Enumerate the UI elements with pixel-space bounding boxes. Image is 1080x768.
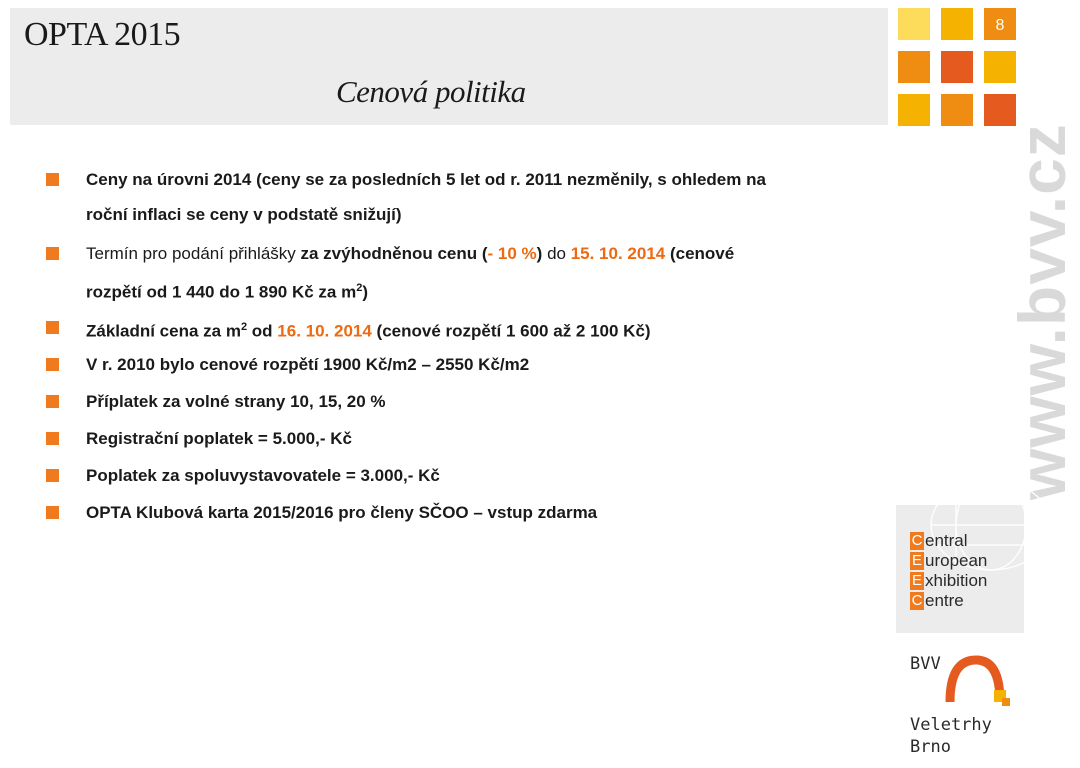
watermark-text: www.bvv.cz — [1005, 123, 1079, 500]
tile — [984, 94, 1016, 126]
text-segment: 2 — [356, 282, 363, 294]
bullet-item — [46, 310, 926, 349]
cec-line — [910, 591, 987, 611]
text-segment: rozpětí od 1 440 do 1 890 Kč za m — [86, 282, 357, 302]
bullet-marker — [46, 432, 59, 445]
cec-word: uropean — [925, 551, 988, 570]
bullet-marker — [46, 173, 59, 186]
cec-initial: C — [911, 532, 923, 549]
text-segment: Poplatek za spoluvystavovatele = 3.000,- Kč — [86, 466, 440, 485]
cec-initial: E — [911, 552, 922, 569]
bullet-line — [86, 310, 926, 349]
cec-word: xhibition — [925, 571, 988, 590]
cec-word: entre — [925, 591, 964, 610]
tile — [941, 51, 973, 83]
bvv-label: BVV — [910, 654, 941, 674]
text-segment: od — [247, 321, 278, 341]
bvv-name-line-1: Veletrhy — [910, 715, 992, 735]
bullet-item — [46, 421, 926, 456]
text-segment: Registrační poplatek = 5.000,- Kč — [86, 429, 352, 448]
slide-header — [10, 8, 888, 125]
bvv-name-line-2: Brno — [910, 737, 951, 757]
tile — [898, 8, 930, 40]
bullet-marker — [46, 358, 59, 371]
cec-word: entral — [925, 531, 968, 550]
bullet-marker — [46, 506, 59, 519]
bullet-line — [86, 162, 926, 197]
bullet-item — [46, 162, 926, 232]
slide-title: OPTA 2015 — [24, 16, 181, 53]
bullet-item — [46, 347, 926, 382]
bullet-line — [86, 197, 926, 232]
tile — [898, 51, 930, 83]
text-segment: 2 — [240, 321, 248, 333]
cec-line — [910, 531, 987, 551]
bullet-item — [46, 384, 926, 419]
bvv-name — [910, 714, 992, 758]
tile — [941, 94, 973, 126]
bullet-line — [86, 236, 926, 271]
cec-logo — [896, 505, 1024, 633]
bullet-line — [86, 495, 926, 530]
bullet-marker — [46, 395, 59, 408]
text-segment: roční inflaci se ceny v podstatě snižují) — [86, 205, 402, 224]
text-segment: - 10 % — [487, 244, 537, 263]
tile — [898, 94, 930, 126]
bullet-line — [86, 421, 926, 456]
text-segment: Základní cena za m — [86, 321, 241, 341]
bullet-marker — [46, 321, 59, 334]
bullet-item — [46, 495, 926, 530]
text-segment: (cenové — [665, 244, 735, 263]
tile — [984, 51, 1016, 83]
text-segment: do — [542, 244, 571, 263]
bullet-line — [86, 384, 926, 419]
bvv-logo — [896, 640, 1024, 768]
text-segment: 15. 10. 2014 — [570, 244, 666, 263]
bullet-item — [46, 236, 926, 310]
bullet-item — [46, 458, 926, 493]
text-segment: Příplatek za volné strany 10, 15, 20 % — [86, 392, 386, 411]
website-watermark — [940, 123, 1079, 500]
text-segment: 16. 10. 2014 — [277, 321, 372, 341]
slide-subtitle: Cenová politika — [336, 74, 526, 109]
bullet-line — [86, 347, 926, 382]
tile — [941, 8, 973, 40]
cec-wordmark — [910, 531, 987, 611]
text-segment: ) — [362, 282, 369, 302]
bullet-line — [86, 271, 926, 310]
bullet-marker — [46, 247, 59, 260]
text-segment: za zvýhodněnou cenu ( — [300, 244, 488, 263]
bullet-marker — [46, 469, 59, 482]
text-segment: OPTA Klubová karta 2015/2016 pro členy SČOO – vstup zdarma — [86, 503, 598, 522]
text-segment: Ceny na úrovni 2014 (ceny se za posledních 5 let od r. 2011 nezměnily, s ohledem na — [86, 170, 766, 189]
cec-initial: C — [911, 592, 923, 609]
cec-line — [910, 551, 987, 571]
text-segment: Termín pro podání přihlášky — [86, 244, 301, 263]
cec-initial: E — [911, 572, 922, 589]
bullet-line — [86, 458, 926, 493]
page-number: 8 — [995, 17, 1005, 34]
text-segment: ) — [536, 244, 543, 263]
text-segment: V r. 2010 bylo cenové rozpětí 1900 Kč/m2 – 2550 Kč/m2 — [86, 355, 530, 374]
cec-line — [910, 571, 987, 591]
text-segment: (cenové rozpětí 1 600 až 2 100 Kč) — [371, 321, 651, 341]
